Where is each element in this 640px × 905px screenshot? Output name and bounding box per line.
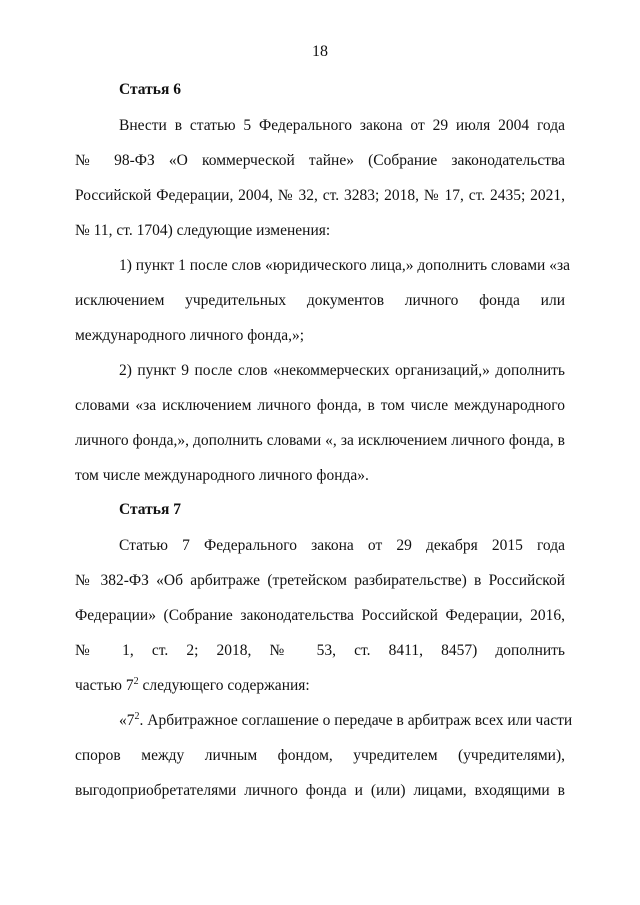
article-6-p3-line-2: словами «за исключением личного фонда, в том числе международного bbox=[75, 397, 565, 414]
article-7-p1-line-5-after: следующего содержания: bbox=[138, 677, 310, 694]
article-6-p1-line-4: № 11, ст. 1704) следующие изменения: bbox=[75, 222, 331, 239]
article-6-p1-line-3: Российской Федерации, 2004, № 32, ст. 3283; 2018, № 17, ст. 2435; 2021, bbox=[75, 187, 565, 204]
article-7-p1-line-5-before: частью 7 bbox=[75, 677, 134, 694]
article-7-p1-line-3: Федерации» (Собрание законодательства Российской Федерации, 2016, bbox=[75, 607, 565, 624]
article-7-p2-line-3: выгодоприобретателями личного фонда и (или) лицами, входящими в bbox=[75, 782, 565, 799]
article-7-p2-line-1-after: . Арбитражное соглашение о передаче в арбитраж всех или части bbox=[139, 712, 573, 729]
article-7-p2-line-2: споров между личным фондом, учредителем (учредителями), bbox=[75, 747, 565, 764]
article-6-p3-line-3: личного фонда,», дополнить словами «, за исключением личного фонда, в bbox=[75, 432, 565, 449]
article-6-p1-line-1: Внести в статью 5 Федерального закона от 29 июля 2004 года bbox=[119, 117, 565, 134]
page-number: 18 bbox=[312, 43, 328, 60]
article-7-p1-line-5 bbox=[75, 676, 310, 696]
article-6-p2-line-2: исключением учредительных документов личного фонда или bbox=[75, 292, 565, 309]
article-6-heading: Статья 6 bbox=[119, 81, 181, 98]
superscript: 2 bbox=[133, 676, 139, 687]
article-7-p1-line-2: № 382-ФЗ «Об арбитраже (третейском разбирательстве) в Российской bbox=[75, 572, 565, 589]
article-7-p1-line-4: № 1, ст. 2; 2018, № 53, ст. 8411, 8457) дополнить bbox=[75, 642, 565, 659]
article-6-p1-line-2: № 98-ФЗ «О коммерческой тайне» (Собрание законодательства bbox=[75, 152, 565, 169]
article-6-p2-line-1: 1) пункт 1 после слов «юридического лица,» дополнить словами «за bbox=[119, 257, 570, 274]
article-7-heading: Статья 7 bbox=[119, 501, 181, 518]
superscript: 2 bbox=[134, 711, 140, 722]
article-6-p3-line-4: том числе международного личного фонда». bbox=[75, 467, 369, 484]
article-7-p1-line-1: Статью 7 Федерального закона от 29 декабря 2015 года bbox=[119, 537, 565, 554]
article-6-p3-line-1: 2) пункт 9 после слов «некоммерческих организаций,» дополнить bbox=[119, 362, 565, 379]
article-7-p2-line-1 bbox=[119, 711, 573, 731]
article-7-p2-line-1-before: «7 bbox=[119, 712, 135, 729]
article-6-p2-line-3: международного личного фонда,»; bbox=[75, 327, 305, 344]
